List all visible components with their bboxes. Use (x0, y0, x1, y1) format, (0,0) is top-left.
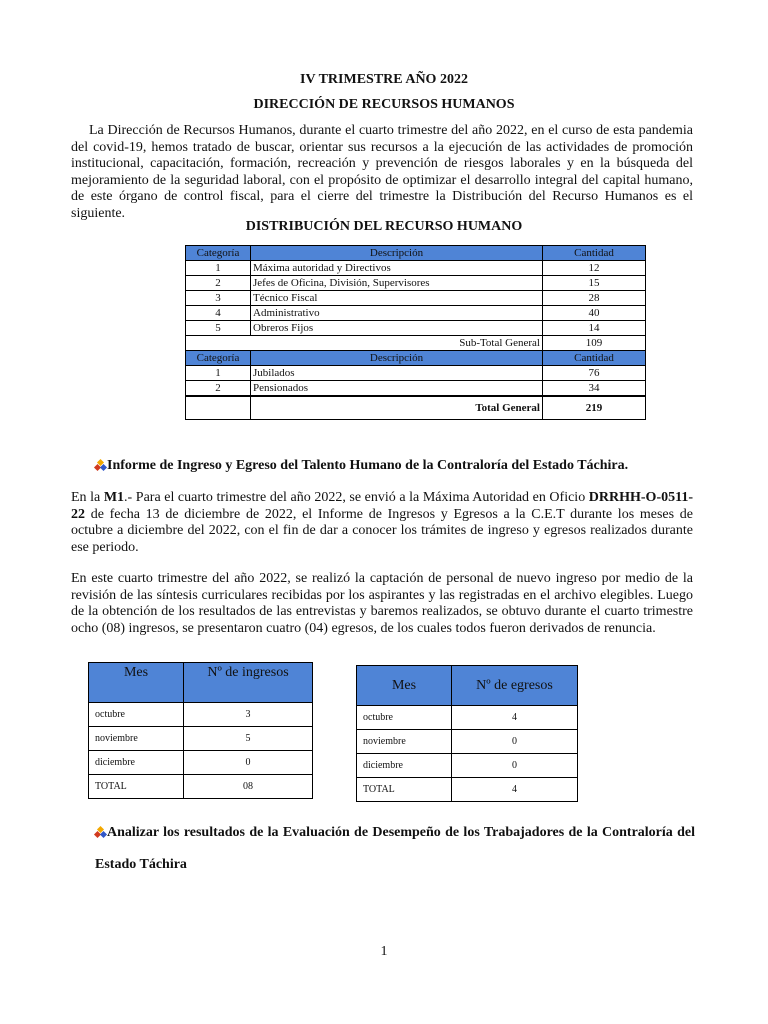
ingresos-table (88, 662, 313, 799)
table-row (186, 306, 646, 321)
captacion-paragraph: En este cuarto trimestre del año 2022, se realizó la captación de personal de nuevo ingreso por medio de la revisión de las síntesis curriculares recibidas por los aspirantes y las registradas en el archivo elegibles. Luego de la obtención de los resultados de las entrevistas y baremos realizados, se obtuvo durante el cuarto trimestre ocho (08) ingresos, se presentaron cuatro (04) egresos, de los cuales todos fueron derivados de renuncia. (71, 571, 693, 636)
subtotal-label: Sub-Total General (186, 336, 543, 351)
header-description: Descripción (251, 246, 543, 261)
table-row (89, 751, 313, 775)
header-month: Mes (89, 663, 184, 703)
cell-quantity: 76 (543, 366, 646, 381)
cell-month: diciembre (357, 754, 452, 778)
text-fragment: En la (71, 490, 104, 505)
diamond-bullet-icon (95, 827, 105, 837)
cell-category: 1 (186, 261, 251, 276)
cell-quantity: 12 (543, 261, 646, 276)
header-count: Nº de ingresos (184, 663, 313, 703)
cell-category: 4 (186, 306, 251, 321)
oficio-paragraph (71, 490, 693, 556)
heading-text: Analizar los resultados de la Evaluación de Desempeño de los Trabajadores de la Contraloría del Estado Táchira (95, 825, 695, 872)
header-quantity: Cantidad (543, 351, 646, 366)
cell-count: 0 (184, 751, 313, 775)
cell-category: 1 (186, 366, 251, 381)
table-row (89, 727, 313, 751)
section-ingreso-egreso-heading (95, 458, 628, 474)
office-code: DRRHH-O-0511-22 (71, 490, 693, 522)
cell-count: 4 (452, 706, 578, 730)
table-row (357, 778, 578, 802)
page-title: IV TRIMESTRE AÑO 2022 (300, 72, 468, 87)
cell-quantity: 15 (543, 276, 646, 291)
table-row (357, 754, 578, 778)
table-row (186, 381, 646, 397)
cell-quantity: 28 (543, 291, 646, 306)
cell-category: 2 (186, 276, 251, 291)
subtotal-value: 109 (543, 336, 646, 351)
page-number: 1 (380, 944, 388, 959)
cell-count: 0 (452, 754, 578, 778)
section-evaluacion-heading (95, 817, 695, 881)
cell-description: Técnico Fiscal (251, 291, 543, 306)
table-row (186, 366, 646, 381)
cell-quantity: 40 (543, 306, 646, 321)
cell-category: 5 (186, 321, 251, 336)
intro-paragraph: La Dirección de Recursos Humanos, durante el cuarto trimestre del año 2022, en el curso de esta pandemia del covid-19, hemos tratado de buscar, orientar sus recursos a la ejecución de las actividades de promoción institucional, capacitación, formación, recreación y prevención de riesgos laborales y en la búsqueda del mejoramiento de la seguridad laboral, con el propósito de optimizar el desarrollo integral del capital humano, de este órgano de control fiscal, para el cierre del trimestre la Distribución del Recurso Humanos es el siguiente. (71, 123, 693, 221)
table-header-row (186, 246, 646, 261)
total-empty-cell (186, 396, 251, 420)
cell-month: TOTAL (357, 778, 452, 802)
cell-description: Administrativo (251, 306, 543, 321)
table-row (186, 276, 646, 291)
header-month: Mes (357, 666, 452, 706)
cell-quantity: 34 (543, 381, 646, 397)
cell-month: noviembre (89, 727, 184, 751)
distribution-title: DISTRIBUCIÓN DEL RECURSO HUMANO (245, 219, 523, 234)
header-description: Descripción (251, 351, 543, 366)
egresos-table (356, 665, 578, 802)
diamond-bullet-icon (95, 460, 105, 470)
total-value: 219 (543, 396, 646, 420)
header-quantity: Cantidad (543, 246, 646, 261)
cell-month: TOTAL (89, 775, 184, 799)
cell-count: 5 (184, 727, 313, 751)
header-count: Nº de egresos (452, 666, 578, 706)
page-subtitle: DIRECCIÓN DE RECURSOS HUMANOS (253, 97, 515, 112)
subtotal-row (186, 336, 646, 351)
cell-count: 08 (184, 775, 313, 799)
cell-description: Obreros Fijos (251, 321, 543, 336)
table-row (357, 730, 578, 754)
header-category: Categoría (186, 351, 251, 366)
cell-category: 3 (186, 291, 251, 306)
table-row (186, 261, 646, 276)
cell-description: Jefes de Oficina, División, Supervisores (251, 276, 543, 291)
text-fragment: de fecha 13 de diciembre de 2022, el Informe de Ingresos y Egresos a la C.E.T durante los meses de octubre a diciembre del 2022, con el fin de dar a conocer los trámites de ingreso y egresos realizados durante ese periodo. (71, 506, 693, 555)
text-fragment: .- Para el cuarto trimestre del año 2022, se envió a la Máxima Autoridad en Oficio (124, 490, 589, 505)
heading-text: Informe de Ingreso y Egreso del Talento Humano de la Contraloría del Estado Táchira. (107, 458, 629, 473)
cell-count: 4 (452, 778, 578, 802)
cell-category: 2 (186, 381, 251, 397)
m1-label: M1 (103, 490, 125, 505)
cell-count: 0 (452, 730, 578, 754)
header-category: Categoría (186, 246, 251, 261)
cell-month: octubre (89, 703, 184, 727)
cell-description: Máxima autoridad y Directivos (251, 261, 543, 276)
distribution-table (185, 245, 646, 420)
table-row (89, 703, 313, 727)
total-row (186, 396, 646, 420)
cell-month: noviembre (357, 730, 452, 754)
table-row (357, 706, 578, 730)
cell-description: Jubilados (251, 366, 543, 381)
table-row (186, 291, 646, 306)
cell-month: octubre (357, 706, 452, 730)
table-header-row (186, 351, 646, 366)
table-header-row (357, 666, 578, 706)
cell-count: 3 (184, 703, 313, 727)
table-row (186, 321, 646, 336)
total-label: Total General (251, 396, 543, 420)
cell-description: Pensionados (251, 381, 543, 397)
table-header-row (89, 663, 313, 703)
cell-quantity: 14 (543, 321, 646, 336)
cell-month: diciembre (89, 751, 184, 775)
table-row (89, 775, 313, 799)
